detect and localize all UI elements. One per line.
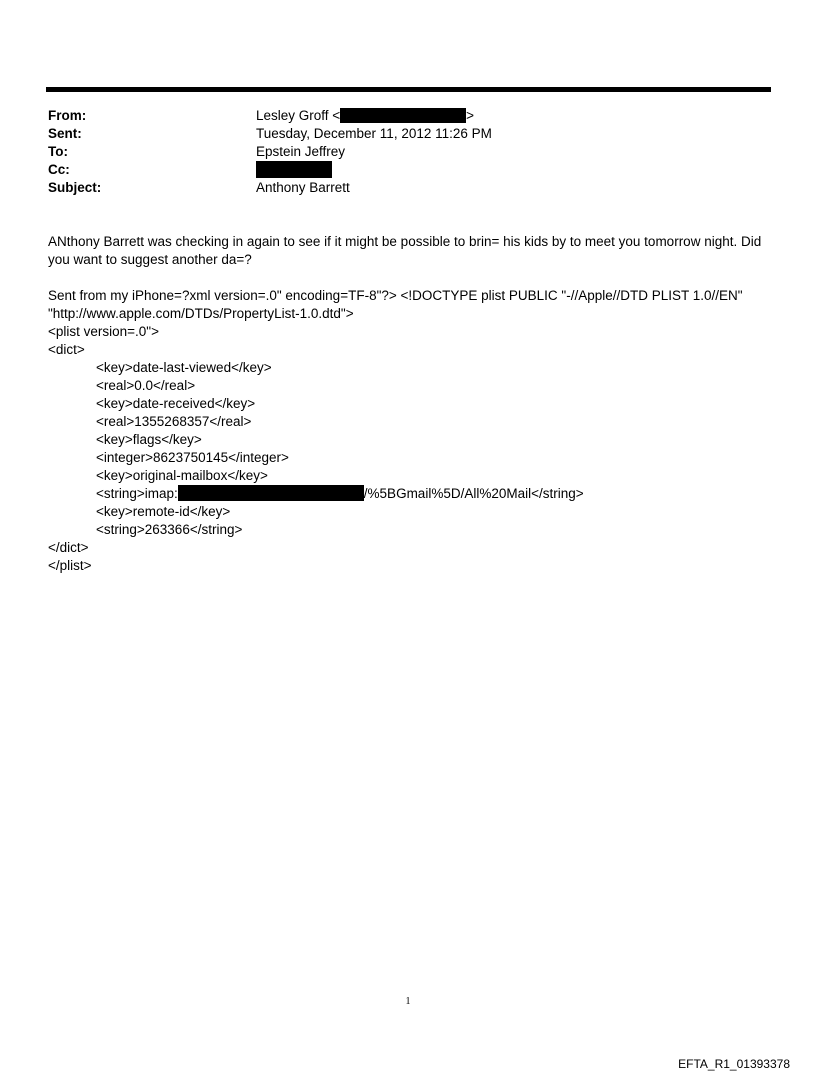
from-value: [256, 107, 474, 125]
from-label: From:: [48, 108, 87, 123]
cc-row: [48, 161, 768, 179]
xml-line: <key>date-last-viewed</key>: [96, 360, 272, 375]
subject-value: Anthony Barrett: [256, 180, 350, 195]
xml-line: <string>263366</string>: [96, 522, 243, 537]
header-rule: [46, 87, 771, 92]
dict-open: <dict>: [48, 342, 85, 357]
to-row: [48, 143, 768, 161]
document-id: EFTA_R1_01393378: [678, 1057, 790, 1071]
xml-line: <key>date-received</key>: [96, 396, 256, 411]
signature-line: Sent from my iPhone=?xml version=.0" encoding=TF-8"?> <!DOCTYPE plist PUBLIC "-//Apple//DTD PLIST 1.0//EN": [48, 288, 743, 303]
plist-close: </plist>: [48, 558, 92, 573]
cc-label: Cc:: [48, 162, 70, 177]
message-text: ANthony Barrett was checking in again to see if it might be possible to brin= his kids by to meet you tomorrow night. Did you want to suggest another da=?: [48, 234, 762, 267]
to-label: To:: [48, 144, 68, 159]
from-suffix: >: [466, 108, 475, 123]
from-name: Lesley Groff <: [256, 108, 341, 123]
xml-line: <key>remote-id</key>: [96, 504, 231, 519]
redaction-box: [178, 485, 364, 501]
xml-line: <integer>8623750145</integer>: [96, 450, 289, 465]
xml-line: <key>original-mailbox</key>: [96, 468, 268, 483]
xml-line: <real>0.0</real>: [96, 378, 196, 393]
subject-label: Subject:: [48, 180, 102, 195]
plist-open: <plist version=.0">: [48, 324, 159, 339]
redaction-box: [256, 161, 332, 178]
page-number: 1: [405, 996, 411, 1007]
sent-value: Tuesday, December 11, 2012 11:26 PM: [256, 126, 492, 141]
redaction-box: [340, 108, 466, 123]
xml-line: <real>1355268357</real>: [96, 414, 252, 429]
from-row: [48, 107, 768, 125]
sent-row: [48, 125, 768, 143]
imap-line: [48, 485, 778, 503]
imap-prefix: <string>imap:: [96, 486, 178, 501]
email-body: [48, 233, 778, 575]
dtd-url-line: "http://www.apple.com/DTDs/PropertyList-1.0.dtd">: [48, 306, 354, 321]
subject-row: [48, 179, 768, 197]
email-header: [48, 107, 768, 197]
to-value: Epstein Jeffrey: [256, 144, 346, 159]
xml-line: <key>flags</key>: [96, 432, 202, 447]
sent-label: Sent:: [48, 126, 82, 141]
imap-suffix: /%5BGmail%5D/All%20Mail</string>: [363, 486, 584, 501]
cc-value: [256, 161, 332, 179]
dict-close: </dict>: [48, 540, 89, 555]
